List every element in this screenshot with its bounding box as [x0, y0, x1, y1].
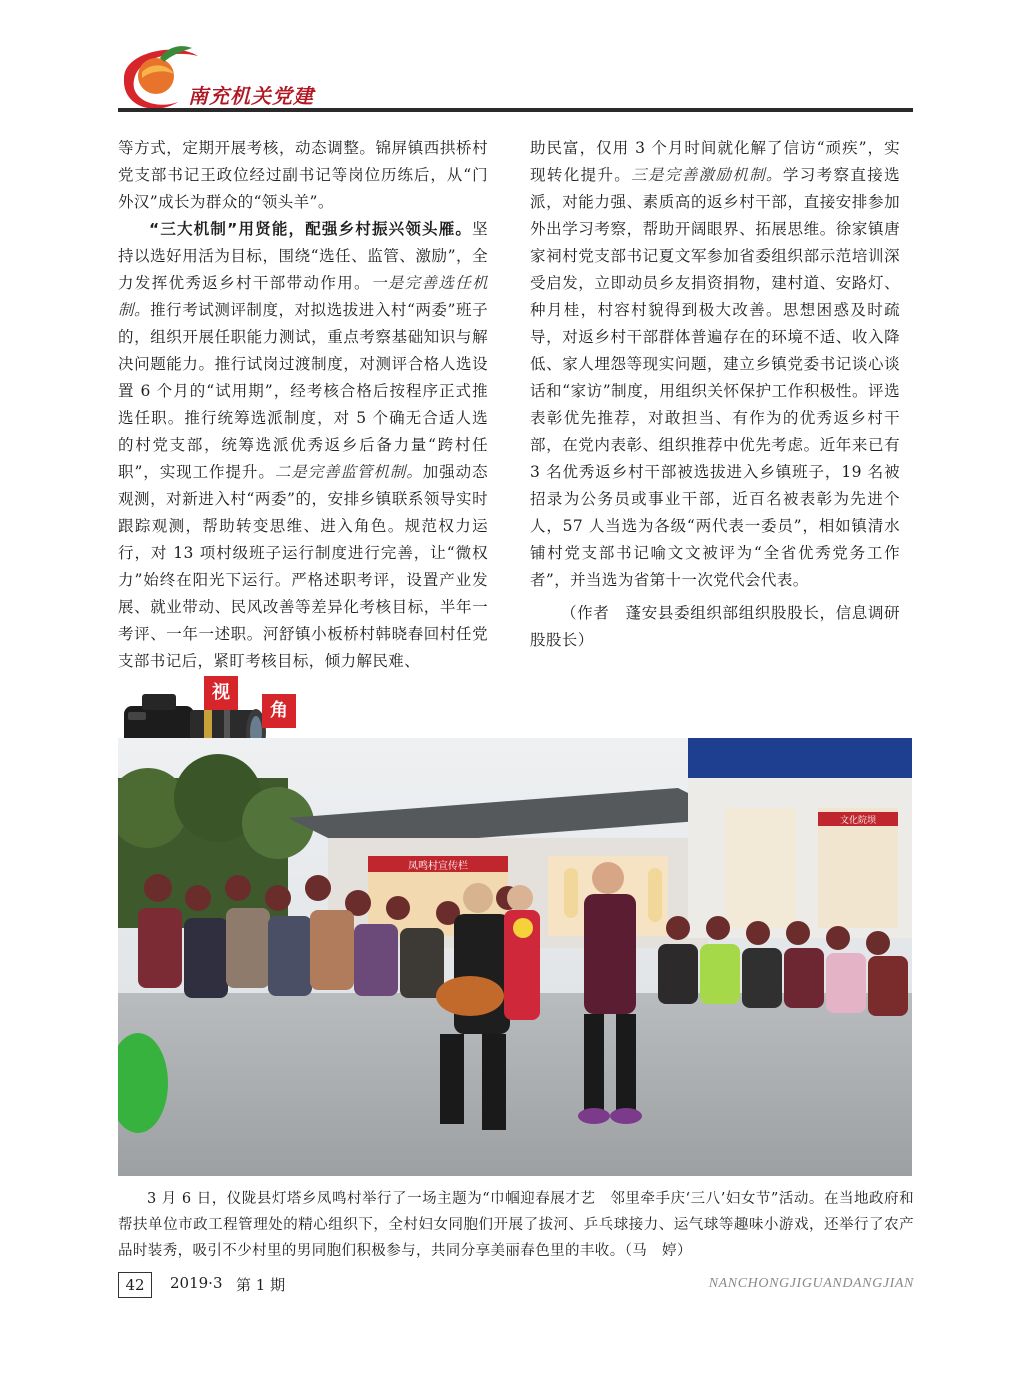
header-rule — [118, 108, 913, 112]
paragraph — [118, 135, 488, 216]
paragraph-text: 等方式，定期开展考核，动态调整。锦屏镇西拱桥村党支部书记王政位经过副书记等岗位历练后，从“门外汉”成长为群众的“领头羊”。 — [118, 139, 488, 211]
paragraph-text: 学习考察直接选派，对能力强、素质高的返乡村干部，直接安排参加外出学习考察，帮助开阔眼界、拓展思维。徐家镇唐家祠村党支部书记夏文军参加省委组织部示范培训深受启发，立即动员乡友捐资捐物，建村道、安路灯、种月桂，村容村貌得到极大改善。思想困惑及时疏导，对返乡村干部群体普遍存在的环境不适、收入降低、家人埋怨等现实问题，建立乡镇党委书记谈心谈话和“家访”制度，用组织关怀保护工作积极性。评选表彰优先推荐，对敢担当、有作为的优秀返乡村干部，在党内表彰、组织推荐中优先考虑。近年来已有 3 名优秀返乡村干部被选拔进入乡镇班子，19 名被招录为公务员或事业干部，近百名被表彰为先进个人，57 人当选为各级“两代表一委员”，相如镇清水铺村党支部书记喻文文被评为“全省优秀党务工作者”，并当选为省第十一次党代会代表。 — [530, 166, 900, 589]
section-tag: 角 — [262, 694, 296, 728]
paragraph — [530, 135, 900, 594]
issue-number: 第 1 期 — [236, 1276, 286, 1294]
paragraph — [118, 216, 488, 675]
section-heading: “三大机制”用贤能，配强乡村振兴领头雁。 — [149, 220, 473, 238]
board-title: 文化院坝 — [839, 816, 877, 826]
paragraph-text: 推行考试测评制度，对拟选拔进入村“两委”班子的，组织开展任职能力测试，重点考察基础知识与解决问题能力。推行试岗过渡制度，对测评合格人选设置 6 个月的“试用期”，经考核合格后按程序正式推选任职。推行统筹选派制度，对 5 个确无合适人选的村党支部，统筹选派优秀返乡后备力量“跨村任职”，实现工作提升。 — [118, 301, 488, 481]
page-header — [0, 0, 1015, 120]
page-number: 42 — [118, 1272, 152, 1298]
article-column-right — [530, 135, 900, 654]
board-title: 凤鸣村宣传栏 — [408, 861, 468, 872]
event-photo-illustration — [118, 738, 912, 1176]
paragraph-text: 坚持以选好用活为目标，围绕“选任、监管、激励”，全力发挥优秀返乡村干部带动作用。 — [118, 220, 488, 292]
paragraph-text: 加强动态观测，对新进入村“两委”的，安排乡镇联系领导实时跟踪观测，帮助转变思维、进入角色。规范权力运行，对 13 项村级班子运行制度进行完善，让“微权力”始终在阳光下运行。严格述职考评，设置产业发展、就业带动、民风改善等差异化考核目标，半年一考评、一年一述职。河舒镇小板桥村韩晓春回村任党支部书记后，紧盯考核目标，倾力解民难、 — [118, 463, 488, 670]
article-column-left — [118, 135, 488, 675]
event-photo — [118, 738, 912, 1176]
footer-brand: NANCHONGJIGUANDANGJIAN — [708, 1276, 914, 1291]
page-footer — [118, 1270, 914, 1300]
emphasis-text: 三是完善激励机制。 — [631, 166, 783, 184]
emphasis-text: 二是完善监管机制。 — [274, 463, 423, 481]
section-tag: 视 — [204, 676, 238, 710]
issue-date: 2019·3 — [170, 1274, 223, 1292]
publication-brand: 南充机关党建 — [188, 84, 314, 108]
caption-text: 3 月 6 日，仪陇县灯塔乡凤鸣村举行了一场主题为“巾帼迎春展才艺 邻里牵手庆‘三八’妇女节”活动。在当地政府和帮扶单位市政工程管理处的精心组织下，全村妇女同胞们开展了拔河、乒乓球接力、运气球等趣味小游戏，还举行了农产品时装秀，吸引不少村里的男同胞们积极参与，共同分享美丽春色里的丰收。（马 婷） — [118, 1191, 914, 1259]
author-byline: （作者 蓬安县委组织部组织股股长，信息调研股股长） — [530, 604, 900, 649]
emphasis-text: 一是完善选任机制。 — [118, 274, 488, 319]
paragraph-text: 助民富，仅用 3 个月时间就化解了信访“顽疾”，实现转化提升。 — [530, 139, 900, 184]
photo-caption — [118, 1186, 914, 1264]
